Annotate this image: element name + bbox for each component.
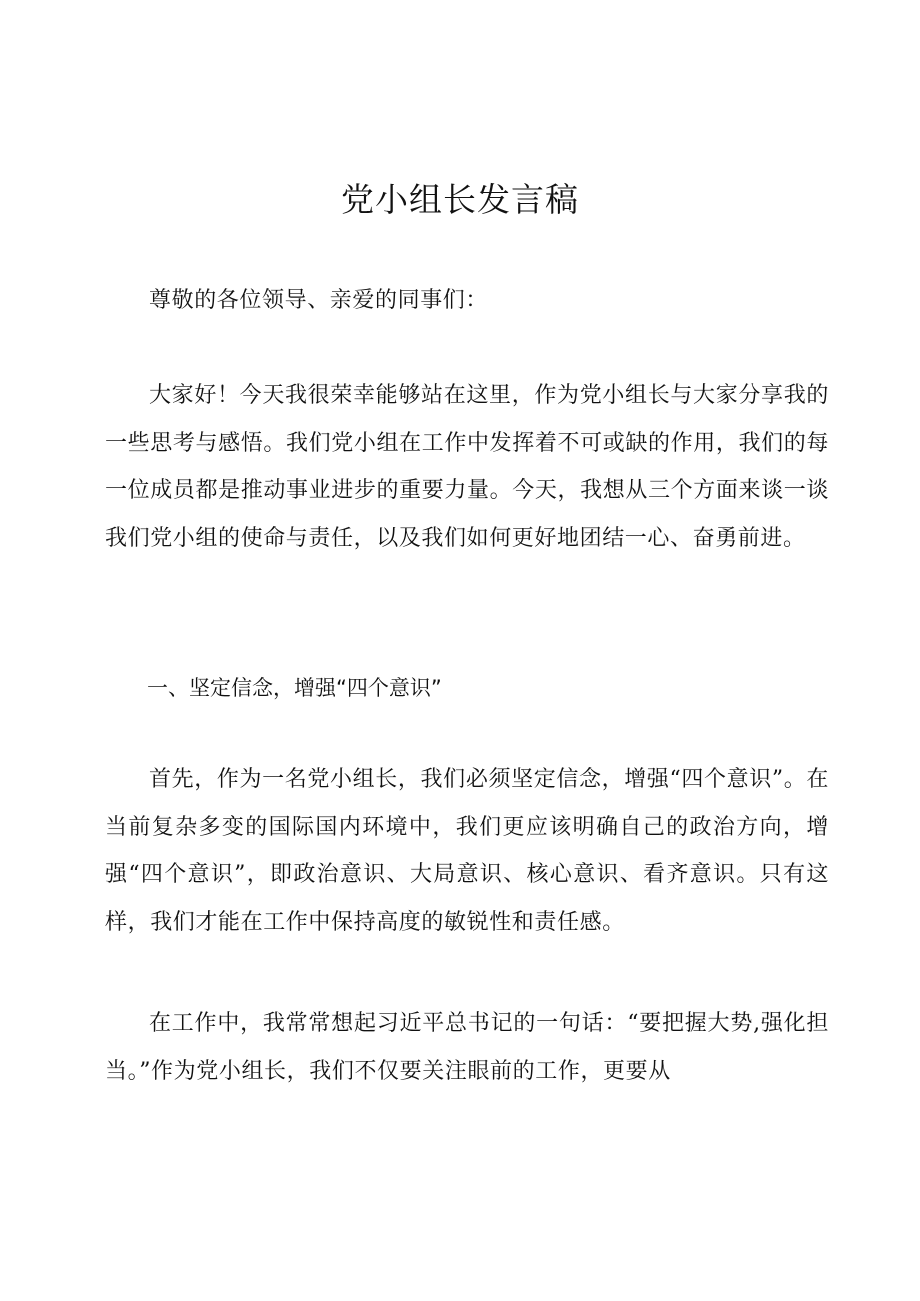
paragraph-four-consciousness: 首先，作为一名党小组长，我们必须坚定信念，增强“四个意识”。在当前复杂多变的国际国内环境中，我们更应该明确自己的政治方向，增强“四个意识”，即政治意识、大局意识、核心意识、看齐意识。只有这样，我们才能在工作中保持高度的敏锐性和责任感。 bbox=[105, 767, 829, 935]
section-heading-1: 一、坚定信念，增强“四个意识” bbox=[147, 676, 442, 700]
paragraph-quote: 在工作中，我常常想起习近平总书记的一句话：“要把握大势,强化担当。”作为党小组长，我们不仅要关注眼前的工作，更要从 bbox=[105, 1011, 829, 1084]
greeting-line: 尊敬的各位领导、亲爱的同事们： bbox=[149, 288, 489, 313]
document-title: 党小组长发言稿 bbox=[341, 180, 579, 219]
paragraph-introduction: 大家好！今天我很荣幸能够站在这里，作为党小组长与大家分享我的一些思考与感悟。我们党小组在工作中发挥着不可或缺的作用，我们的每一位成员都是推动事业进步的重要力量。今天，我想从三个方面来谈一谈我们党小组的使命与责任，以及我们如何更好地团结一心、奋勇前进。 bbox=[105, 383, 829, 551]
